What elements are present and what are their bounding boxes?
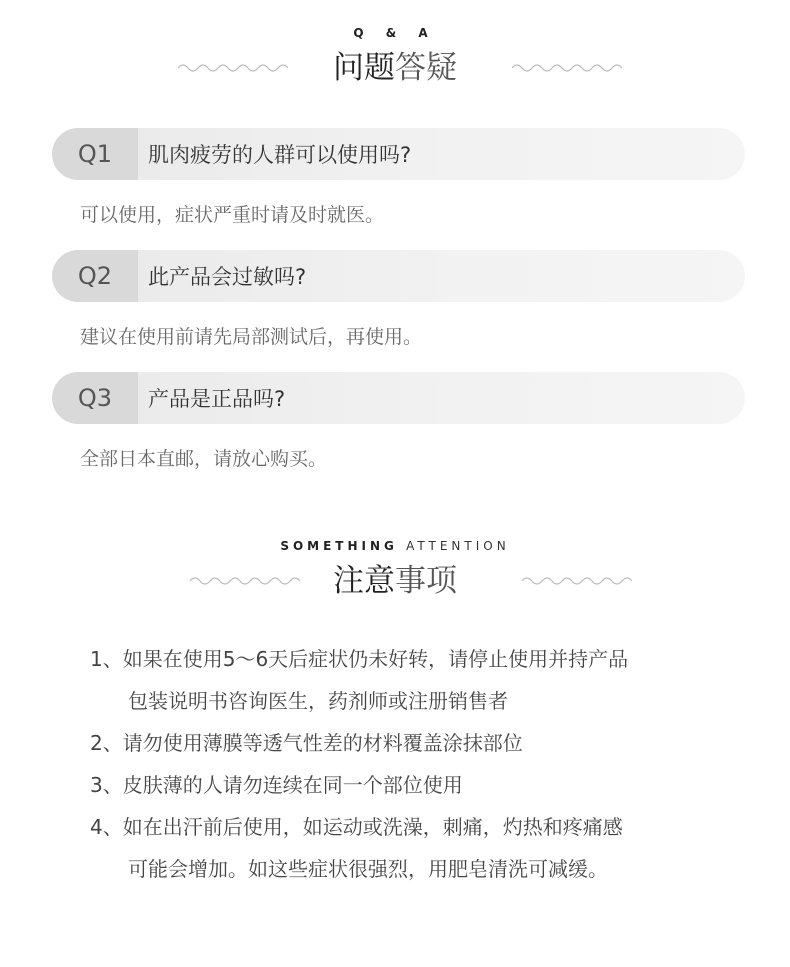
question-text: 产品是正品吗? bbox=[148, 387, 286, 411]
answer-text: 可以使用，症状严重时请及时就医。 bbox=[80, 204, 385, 226]
qa-item bbox=[52, 372, 745, 494]
qa-header bbox=[0, 26, 790, 90]
qa-eyebrow: Q & A bbox=[353, 26, 437, 40]
wave-decoration-right bbox=[512, 62, 622, 74]
qa-title bbox=[333, 46, 457, 90]
note-line-continued: 包装说明书咨询医生，药剂师或注册销售者 bbox=[128, 689, 508, 713]
attention-title-row bbox=[0, 559, 790, 603]
attention-title bbox=[333, 559, 457, 603]
attention-title-light: 事项 bbox=[395, 563, 457, 599]
qa-title-row bbox=[0, 46, 790, 90]
qa-item bbox=[52, 250, 745, 372]
qa-title-dark: 问题 bbox=[333, 50, 395, 86]
note-item bbox=[90, 764, 730, 806]
answer-text: 全部日本直邮，请放心购买。 bbox=[80, 448, 328, 470]
note-line-continued: 可能会增加。如这些症状很强烈，用肥皂清洗可减缓。 bbox=[128, 857, 608, 881]
question-bar bbox=[52, 128, 745, 180]
attention-eyebrow-bold: SOMETHING bbox=[280, 539, 398, 553]
note-item bbox=[90, 722, 730, 764]
qa-title-light: 答疑 bbox=[395, 50, 457, 86]
note-item bbox=[90, 638, 730, 722]
answer-text: 建议在使用前请先局部测试后，再使用。 bbox=[80, 326, 423, 348]
question-number: Q1 bbox=[52, 128, 138, 180]
attention-title-dark: 注意 bbox=[333, 563, 395, 599]
question-text: 此产品会过敏吗? bbox=[148, 265, 307, 289]
question-bar bbox=[52, 372, 745, 424]
question-text: 肌肉疲劳的人群可以使用吗? bbox=[148, 143, 412, 167]
wave-decoration-left bbox=[178, 62, 288, 74]
note-line: 3、皮肤薄的人请勿连续在同一个部位使用 bbox=[90, 773, 463, 797]
question-number: Q2 bbox=[52, 250, 138, 302]
note-line: 2、请勿使用薄膜等透气性差的材料覆盖涂抹部位 bbox=[90, 731, 523, 755]
wave-decoration-left bbox=[190, 575, 300, 587]
question-bar bbox=[52, 250, 745, 302]
note-line: 4、如在出汗前后使用，如运动或洗澡，刺痛，灼热和疼痛感 bbox=[90, 815, 623, 839]
qa-list bbox=[52, 128, 745, 494]
note-line: 1、如果在使用5～6天后症状仍未好转，请停止使用并持产品 bbox=[90, 647, 629, 671]
question-number: Q3 bbox=[52, 372, 138, 424]
attention-eyebrow-light: ATTENTION bbox=[406, 539, 510, 553]
wave-decoration-right bbox=[522, 575, 632, 587]
attention-header bbox=[0, 539, 790, 603]
qa-item bbox=[52, 128, 745, 250]
note-item bbox=[90, 806, 730, 890]
attention-notes bbox=[90, 638, 730, 890]
attention-eyebrow bbox=[0, 539, 790, 553]
